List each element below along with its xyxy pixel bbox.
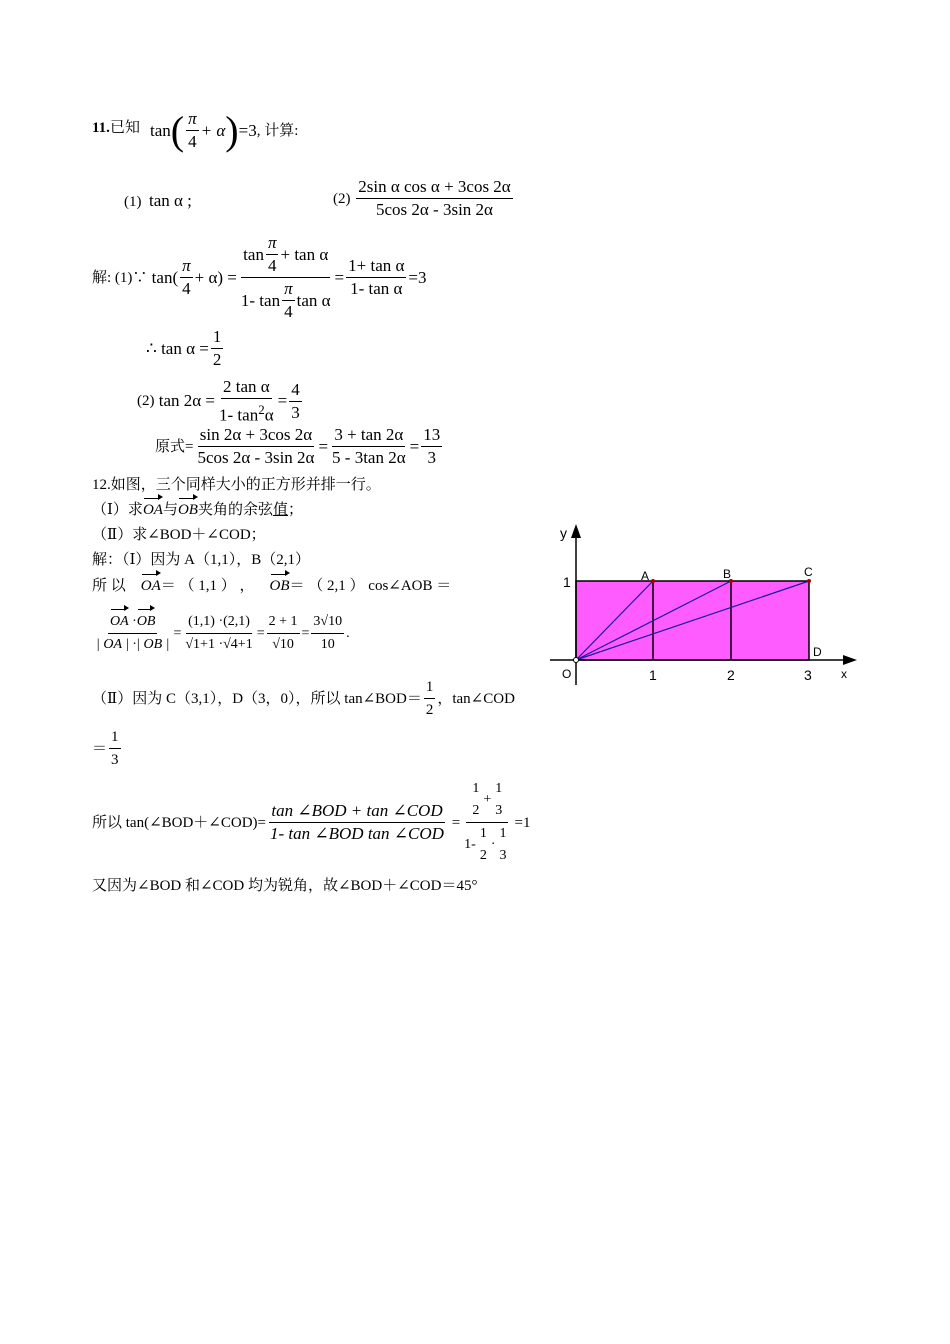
pi: π (180, 255, 193, 278)
compound-num (466, 778, 508, 823)
eq: = (256, 625, 265, 641)
sol-f2-den: 1- tan α (350, 279, 403, 298)
l2-a: （Ⅰ）求 (92, 502, 143, 518)
q11-statement (92, 118, 140, 138)
q11-part1 (124, 190, 192, 212)
q12-line1: 12.如图，三个同样大小的正方形并排一行。 (92, 477, 381, 493)
den-b: α (264, 405, 274, 425)
q11-original (155, 424, 444, 469)
vector-ob: OB (177, 502, 198, 518)
den: 3 (111, 752, 119, 768)
squares-figure (545, 520, 865, 690)
vec-ob: OB (137, 611, 156, 633)
sol-fraction-2 (346, 255, 406, 300)
frac-1-2 (478, 823, 489, 867)
q11-tail: , 计算: (256, 122, 299, 139)
den: 2 (212, 350, 222, 369)
sol-eq3: =3 (408, 267, 427, 287)
tan-alpha: tan α (296, 290, 331, 310)
x-axis-label: x (841, 667, 847, 681)
eq: = (173, 625, 182, 641)
q11-solution-1 (92, 232, 427, 323)
q12-line9 (92, 778, 530, 867)
cos-fraction-4 (311, 611, 344, 656)
sol-label: 解: (1)∵ (92, 269, 148, 286)
sol-pi-over-4 (180, 255, 193, 300)
y-tick-1: 1 (563, 574, 571, 590)
l7-a: （Ⅱ）因为 C（3,1），D（3，0），所以 tan∠BOD＝ (92, 690, 422, 707)
therefore-text: ∴ tan α = (146, 338, 209, 358)
frac-1-3 (498, 823, 509, 867)
label-c: C (804, 565, 813, 579)
d: 2 (479, 848, 487, 863)
x-axis-arrow (843, 655, 857, 665)
eq3: =3 (238, 120, 257, 140)
cos-fraction-2 (183, 611, 254, 656)
pi-over-4 (282, 278, 295, 323)
eq: = (451, 814, 461, 831)
one-minus-tan: 1- tan (240, 290, 281, 310)
frac-1-2 (470, 778, 481, 822)
x-tick-3: 3 (804, 667, 812, 683)
pi: π (266, 232, 279, 255)
pi: π (186, 108, 199, 131)
sol-lhs: tan( (151, 267, 179, 287)
compound-fraction (462, 778, 512, 867)
plus-alpha: + α (200, 120, 226, 140)
num: sin 2α + 3cos 2α (198, 424, 314, 447)
p2-label: (2) (333, 190, 351, 207)
q11-tan2a (137, 376, 304, 427)
d: 2 (472, 803, 480, 818)
orig-result (421, 424, 442, 469)
den: √10 (272, 637, 294, 652)
period: . (346, 625, 350, 641)
right-paren: ) (225, 107, 239, 153)
n: 1 (479, 826, 487, 841)
l2-e: ； (287, 502, 303, 518)
num: (1,1) ·(2,1) (186, 611, 252, 634)
dot: · (132, 637, 137, 652)
point-a-dot (651, 579, 655, 583)
l5-b: ＝ （ 1,1 ） ， (160, 578, 255, 594)
l9-a: 所以 tan(∠BOD＋∠COD)= (92, 814, 267, 831)
l5-a: 所 以 (92, 578, 126, 594)
four: 4 (267, 256, 277, 275)
q11-part2 (333, 176, 515, 221)
q12-line3: （Ⅱ）求∠BOD＋∠COD； (92, 527, 266, 543)
tan2a-fraction (217, 376, 276, 427)
den (94, 634, 171, 656)
tan2a-label: (2) (137, 393, 155, 410)
den: 5 - 3tan 2α (332, 448, 406, 467)
sol-fraction-1 (239, 232, 333, 323)
origin-label: O (562, 667, 572, 681)
vector-oa: OA (142, 502, 163, 518)
result: =1 (514, 814, 531, 831)
eq: = (409, 436, 420, 456)
p2-den: 5cos 2α - 3sin 2α (375, 200, 493, 219)
label-b: B (723, 567, 732, 581)
orig-fraction-1 (195, 424, 316, 469)
sol-f2-num: 1+ tan α (346, 255, 406, 278)
den: 3 (427, 448, 436, 467)
x-tick-2: 2 (727, 667, 735, 683)
q12-cos-calc (92, 611, 350, 656)
q12-line8 (92, 726, 123, 771)
vec-oa: OA (110, 611, 129, 633)
l5-c: ＝ （ 2,1 ） cos∠AOB ＝ (289, 578, 452, 594)
q11-number: 11. (92, 120, 110, 136)
tan-sum-fraction (268, 800, 446, 845)
one-minus: 1- (464, 837, 476, 852)
left-paren: ( (170, 107, 185, 153)
p1-label: (1) (124, 194, 142, 210)
den: √1+1 ·√4+1 (185, 637, 253, 652)
cos-fraction-3 (267, 611, 300, 656)
den-sup: 2 (258, 402, 265, 417)
eq: = (301, 625, 310, 641)
den-a: 1- tan (219, 405, 259, 425)
y-axis-arrow (571, 524, 581, 538)
x-tick-1: 1 (649, 667, 657, 683)
tan2a-lhs: tan 2α = (158, 391, 216, 411)
half (424, 676, 436, 721)
sol-f1-num (241, 232, 330, 278)
dot: · (490, 837, 496, 852)
third (109, 726, 121, 771)
num (108, 611, 158, 634)
four: 4 (182, 279, 191, 298)
frac-1-3 (493, 778, 504, 822)
num: tan ∠BOD + tan ∠COD (269, 800, 444, 823)
q11-given-expr (150, 108, 298, 153)
four: 4 (188, 132, 197, 151)
q12-line4: 解：（Ⅰ）因为 A（1,1），B（2,1） (92, 552, 311, 568)
p2-fraction (356, 176, 512, 221)
num: 1 (109, 726, 121, 749)
p2-num: 2sin α cos α + 3cos 2α (356, 176, 512, 199)
q12-line10: 又因为∠BOD 和∠COD 均为锐角，故∠BOD＋∠COD＝45° (92, 878, 478, 894)
y-axis-label: y (560, 525, 567, 541)
cos-fraction-1 (94, 611, 171, 656)
orig-label: 原式= (155, 438, 194, 455)
plus: + (483, 792, 492, 807)
pi-over-4 (186, 108, 199, 153)
point-c-dot (807, 579, 811, 583)
q11-therefore (146, 326, 225, 371)
q12-line2 (92, 500, 303, 520)
tan2a-den (217, 399, 276, 427)
l2-c: 夹角的余弦 (197, 502, 273, 518)
pi: π (282, 278, 295, 301)
eq: = (277, 391, 288, 411)
l2-d: 值 (272, 502, 288, 518)
l2-b: 与 (162, 502, 178, 518)
tan2a-result (289, 379, 302, 424)
n: 1 (495, 781, 503, 796)
num: 3 + tan 2α (332, 424, 405, 447)
eq: = (334, 267, 345, 287)
sol-lhs-tail: + α) = (194, 267, 237, 287)
orig-fraction-2 (330, 424, 408, 469)
vector-ob: OB (269, 578, 290, 594)
num: 4 (289, 379, 302, 402)
d: 3 (499, 848, 507, 863)
q12-line7 (92, 676, 515, 721)
num: 13 (421, 424, 442, 447)
tan-text: tan (243, 244, 264, 264)
num: 2 + 1 (267, 611, 300, 634)
d: 3 (495, 803, 503, 818)
sol-f1-den (239, 278, 333, 323)
origin-dot (574, 658, 579, 663)
den: 1- tan ∠BOD tan ∠COD (270, 824, 444, 843)
compound-den (462, 823, 512, 867)
l8-a: ＝ (92, 740, 108, 757)
den: 10 (320, 637, 335, 652)
label-d: D (813, 645, 822, 659)
n: 1 (499, 826, 507, 841)
den: 2 (425, 702, 434, 718)
q11-lead: 已知 (109, 120, 140, 136)
q12-line5 (92, 576, 451, 596)
plus-tan-alpha: + tan α (280, 244, 329, 264)
tan2a-num: 2 tan α (221, 376, 272, 399)
num: 3√10 (311, 611, 344, 634)
eq: = (318, 436, 329, 456)
pi-over-4 (266, 232, 279, 277)
l7-b: ，tan∠COD (437, 690, 515, 707)
dot: · (132, 614, 137, 629)
den: 3 (291, 402, 300, 422)
half (211, 326, 224, 371)
p1-expr: tan α ; (149, 191, 192, 210)
vector-oa: OA (140, 578, 161, 594)
four: 4 (284, 302, 293, 321)
abs-ob: | OB | (136, 637, 170, 652)
n: 1 (472, 781, 480, 796)
num: 1 (211, 326, 224, 349)
abs-oa: | OA | (96, 637, 130, 652)
label-a: A (641, 569, 650, 583)
den: 5cos 2α - 3sin 2α (197, 448, 315, 467)
num: 1 (424, 676, 436, 699)
q11-tan: tan (150, 120, 171, 140)
